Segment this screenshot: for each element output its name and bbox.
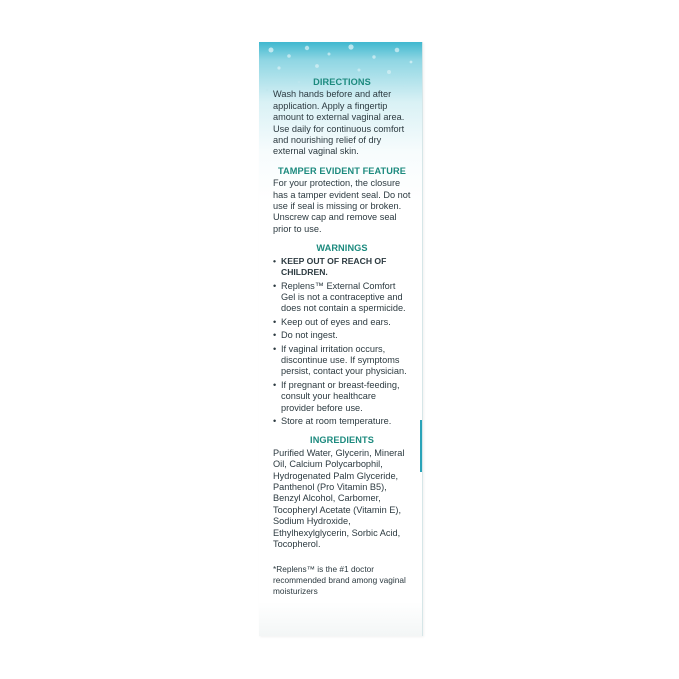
label-text: [273, 77, 411, 596]
warning-item: • If vaginal irritation occurs, discontinue use. If symptoms persist, contact your physician.: [273, 344, 411, 378]
warning-item: • Do not ingest.: [273, 330, 411, 341]
warning-item: • If pregnant or breast-feeding, consult your healthcare provider before use.: [273, 380, 411, 414]
warnings-list: [273, 256, 411, 428]
warning-item: • Keep out of eyes and ears.: [273, 317, 411, 328]
warning-item: • KEEP OUT OF REACH OF CHILDREN.: [273, 256, 411, 279]
directions-heading: DIRECTIONS: [313, 77, 371, 87]
warnings-heading: WARNINGS: [316, 243, 368, 254]
ingredients-text: Purified Water, Glycerin, Mineral Oil, Calcium Polycarbophil, Hydrogenated Palm Glyceride, Panthenol (Pro Vitamin B5), Benzyl Alcohol, Carbomer, Tocopheryl Acetate (Vitamin E), Sodium Hydroxide, Ethylhexylglycerin, Sorbic Acid, Tocopherol.: [273, 447, 405, 550]
tamper-heading: TAMPER EVIDENT FEATURE: [278, 165, 406, 176]
footnote-text: *Replens™ is the #1 doctor recommended brand among vaginal moisturizers: [273, 564, 406, 596]
warning-item: • Store at room temperature.: [273, 416, 411, 427]
tamper-text: For your protection, the closure has a tamper evident seal. Do not use if seal is missing or broken. Unscrew cap and remove seal prior to use.: [273, 178, 411, 234]
product-box-side-panel: [259, 42, 423, 636]
box-edge-tab: [420, 420, 422, 472]
warning-item: • Replens™ External Comfort Gel is not a contraceptive and does not contain a spermicide.: [273, 281, 411, 315]
ingredients-heading: INGREDIENTS: [310, 435, 374, 446]
directions-text: Wash hands before and after application. Apply a fingertip amount to external vaginal area. Use daily for continuous comfort and nourishing relief of dry external vaginal skin.: [273, 89, 405, 157]
